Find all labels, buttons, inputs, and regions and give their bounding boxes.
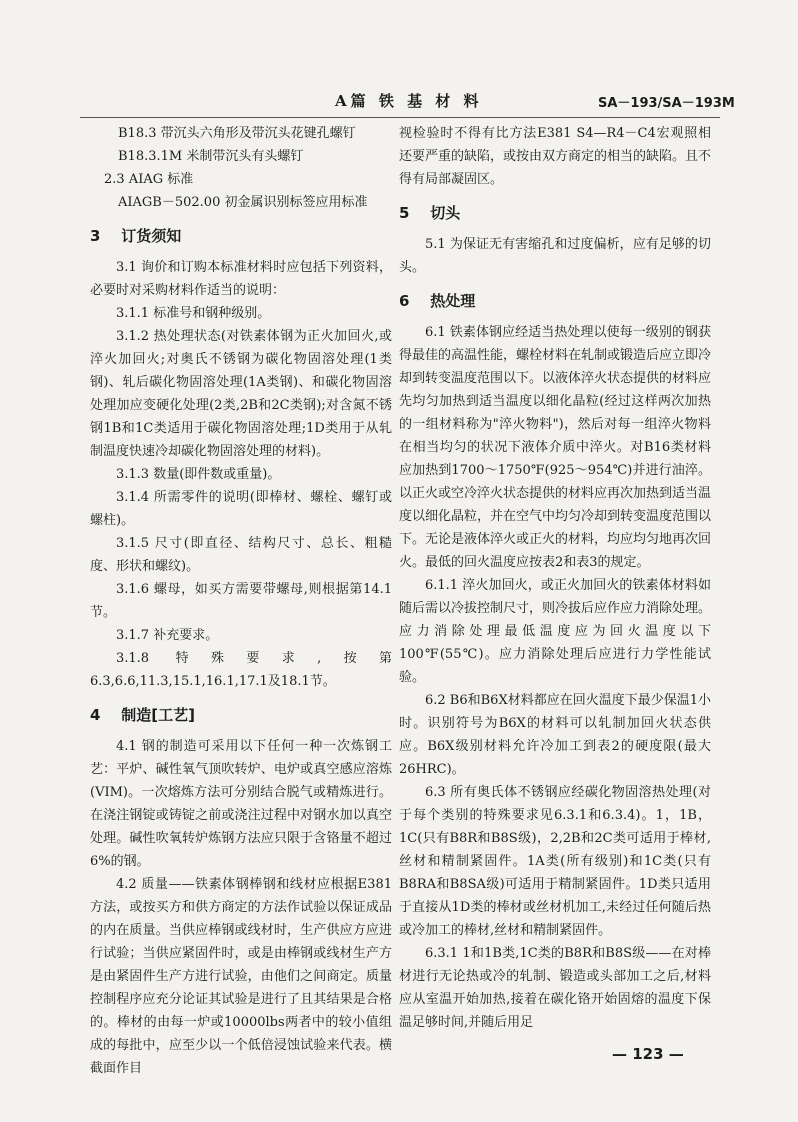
paragraph: 6.3 所有奥氏体不锈钢应经碳化物固溶热处理(对于每个类别的特殊要求见6.3.1和6.3.4)。1，1B，1C(只有B8R和B8S级)，2,2B和2C类可适用于棒材,丝材和精制紧固件。1A类(所有级别)和1C类(只有B8RA和B8SA级)可适用于精制紧固件。1D类只适用于直接从1D类的棒材或丝材机加工,未经过任何随后热或冷加工的棒材,丝材和精制紧固件。 bbox=[399, 785, 711, 938]
paragraph: 3.1.1 标准号和钢种级别。 bbox=[116, 306, 271, 321]
section-number: 4 bbox=[90, 706, 101, 724]
paragraph: 3.1.6 螺母，如买方需要带螺母,则根据第14.1节。 bbox=[90, 582, 392, 620]
section-number: 3 bbox=[90, 227, 101, 245]
paragraph: 6.1 铁素体钢应经适当热处理以使每一级别的钢获得最佳的高温性能，螺栓材料在轧制或锻造后应立即冷却到转变温度范围以下。以液体淬火状态提供的材料应先均匀加热到适当温度以细化晶粒(经过这样两次加热的一组材料称为"淬火物料")，然后对每一组淬火物料在相当均匀的状况下液体介质中淬火。对B16类材料应加热到1700～1750℉(925～954℃)并进行油淬。以正火或空冷淬火状态提供的材料应再次加热到适当温度以细化晶粒，并在空气中均匀冷却到转变温度范围以下。无论是液体淬火或正火的材料，均应均匀地再次回火。最低的回火温度应按表2和表3的规定。 bbox=[399, 325, 712, 570]
section-number: 6 bbox=[399, 292, 410, 310]
right-column bbox=[399, 122, 711, 1034]
paragraph: 3.1.2 热处理状态(对铁素体钢为正火加回火,或淬火加回火;对奥氏不锈钢为碳化物固溶处理(1类钢)、轧后碳化物固溶处理(1A类钢)、和碳化物固溶处理加应变硬化处理(2类,2B和2C类钢);对含氮不锈钢1B和1C类适用于碳化物固溶处理;1D类用于从轧制温度快速冷却碳化物固溶处理的材料)。 bbox=[90, 329, 392, 459]
subsection-heading: 2.3 AIAG 标准 bbox=[104, 172, 194, 187]
paragraph: 3.1.3 数量(即件数或重量)。 bbox=[116, 467, 281, 482]
reference-item: B18.3.1M 米制带沉头有头螺钉 bbox=[118, 149, 304, 164]
paragraph: 3.1.8 特殊要求,按第6.3,6.6,11.3,15.1,16.1,17.1及18.1节。 bbox=[90, 651, 392, 689]
paragraph: 5.1 为保证无有害缩孔和过度偏析，应有足够的切头。 bbox=[399, 237, 711, 275]
paragraph: 6.1.1 淬火加回火，或正火加回火的铁素体材料如随后需以冷拔控制尺寸，则冷拔后应作应力消除处理。应力消除处理最低温度应为回火温度以下100℉(55℃)。应力消除处理后应进行力学性能试验。 bbox=[399, 578, 712, 685]
section-title: 切头 bbox=[430, 204, 461, 222]
left-column bbox=[90, 122, 392, 1080]
page-number: — 123 — bbox=[612, 1045, 684, 1063]
paragraph: 3.1.7 补充要求。 bbox=[116, 628, 219, 643]
paragraph: 6.2 B6和B6X材料都应在回火温度下最少保温1小时。识别符号为B6X的材料可以轧制加回火状态供应。B6X级别材料允许冷加工到表2的硬度限(最大26HRC)。 bbox=[399, 693, 711, 777]
header-rule bbox=[80, 117, 720, 118]
paragraph: 3.1.4 所需零件的说明(即棒材、螺栓、螺钉或螺柱)。 bbox=[90, 490, 392, 528]
paragraph: 视检验时不得有比方法E381 S4—R4－C4宏观照相还要严重的缺陷，或按由双方商定的相当的缺陷。且不得有局部凝固区。 bbox=[399, 126, 712, 187]
paragraph: 4.1 钢的制造可采用以下任何一种一次炼钢工艺：平炉、碱性氧气顶吹转炉、电炉或真空感应溶炼(VIM)。一次熔炼方法可分别结合脱气或精炼进行。在浇注钢锭或铸锭之前或浇注过程中对钢水加以真空处理。碱性吹氧转炉炼钢方法应只限于含铬量不超过6%的钢。 bbox=[90, 739, 392, 869]
reference-item: B18.3 带沉头六角形及带沉头花键孔螺钉 bbox=[118, 126, 356, 141]
section-title: 订货须知 bbox=[121, 227, 182, 245]
section-heading bbox=[399, 199, 711, 227]
paragraph: 6.3.1 1和1B类,1C类的B8R和B8S级——在对棒材进行无论热或冷的轧制、锻造或头部加工之后,材料应从室温开始加热,接着在碳化铬开始固熔的温度下保温足够时间,并随后用足 bbox=[399, 946, 711, 1030]
section-title: 制造[工艺] bbox=[121, 706, 195, 724]
section-number: 5 bbox=[399, 204, 410, 222]
part-title: A篇 铁 基 材 料 bbox=[335, 92, 483, 110]
section-heading bbox=[399, 287, 711, 315]
section-heading bbox=[90, 701, 392, 729]
paragraph: 3.1 询价和订购本标准材料时应包括下列资料，必要时对采购材料作适当的说明： bbox=[90, 260, 392, 298]
standard-code: SA－193/SA－193M bbox=[598, 96, 735, 111]
section-title: 热处理 bbox=[430, 292, 476, 310]
paragraph: 3.1.5 尺寸(即直径、结构尺寸、总长、粗糙度、形状和螺纹)。 bbox=[90, 536, 392, 574]
paragraph: 4.2 质量——铁素体钢棒钢和线材应根据E381方法，或按买方和供方商定的方法作试验以保证成品的内在质量。当供应棒钢或线材时，生产供应方应进行试验；当供应紧固件时，或是由棒钢或线材生产方是由紧固件生产方进行试验，由他们之间商定。质量控制程序应充分论证其试验是进行了且其结果是合格的。棒材的由每一炉或10000lbs两者中的较小值组成的每批中，应至少以一个低倍浸蚀试验来代表。横截面作目 bbox=[90, 877, 392, 1076]
reference-item: AIAGB－502.00 初金属识别标签应用标准 bbox=[118, 195, 368, 210]
section-heading bbox=[90, 222, 392, 250]
